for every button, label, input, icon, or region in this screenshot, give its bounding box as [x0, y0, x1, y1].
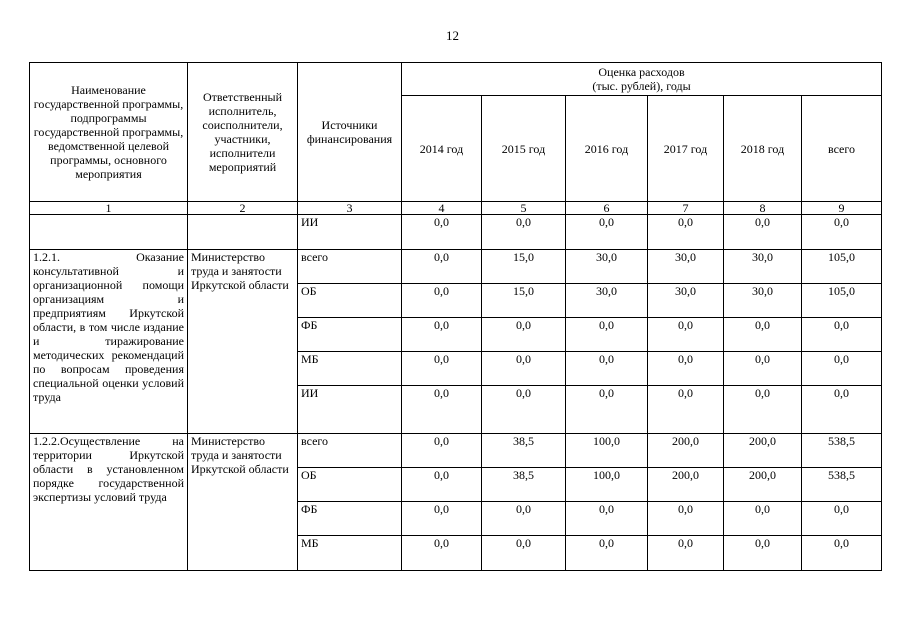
value-cell: 0,0 — [402, 352, 482, 386]
value-cell: 0,0 — [724, 502, 802, 536]
value-cell: 30,0 — [724, 250, 802, 284]
header-year-2017: 2017 год — [648, 96, 724, 202]
value-cell: 200,0 — [648, 468, 724, 502]
cost-estimate-line1: Оценка расходов — [598, 65, 685, 79]
value-cell: 0,0 — [648, 215, 724, 250]
source-cell: МБ — [298, 352, 402, 386]
value-cell: 0,0 — [648, 318, 724, 352]
value-cell: 0,0 — [648, 352, 724, 386]
value-cell: 0,0 — [402, 536, 482, 571]
value-cell: 200,0 — [724, 434, 802, 468]
value-cell: 0,0 — [566, 502, 648, 536]
value-cell: 0,0 — [482, 502, 566, 536]
value-cell: 0,0 — [402, 434, 482, 468]
table-row — [30, 250, 882, 284]
column-number: 6 — [566, 202, 648, 215]
value-cell: 0,0 — [482, 386, 566, 434]
value-cell: 0,0 — [566, 215, 648, 250]
value-cell: 0,0 — [402, 468, 482, 502]
value-cell: 0,0 — [402, 502, 482, 536]
column-number: 5 — [482, 202, 566, 215]
value-cell: 0,0 — [402, 318, 482, 352]
column-number: 7 — [648, 202, 724, 215]
value-cell: 105,0 — [802, 250, 882, 284]
value-cell: 0,0 — [724, 318, 802, 352]
value-cell: 0,0 — [482, 215, 566, 250]
empty-cell — [30, 215, 188, 250]
value-cell: 200,0 — [724, 468, 802, 502]
value-cell: 105,0 — [802, 284, 882, 318]
source-cell: ИИ — [298, 215, 402, 250]
empty-cell — [188, 215, 298, 250]
value-cell: 30,0 — [648, 250, 724, 284]
source-cell: всего — [298, 434, 402, 468]
value-cell: 0,0 — [724, 386, 802, 434]
value-cell: 15,0 — [482, 250, 566, 284]
measure-name: 1.2.1. Оказание консультативной и организационной помощи организациям и предприятиям Иркутской области, в том числе издание и тиражирование методических рекомендаций по вопросам проведения специальной оценки условий труда — [30, 250, 188, 434]
responsible-executor: Министерство труда и занятости Иркутской области — [188, 250, 298, 434]
value-cell: 538,5 — [802, 468, 882, 502]
column-number: 1 — [30, 202, 188, 215]
column-number: 9 — [802, 202, 882, 215]
value-cell: 0,0 — [566, 536, 648, 571]
header-cost-estimate — [402, 63, 882, 96]
responsible-executor: Министерство труда и занятости Иркутской области — [188, 434, 298, 571]
value-cell: 0,0 — [482, 536, 566, 571]
header-year-2014: 2014 год — [402, 96, 482, 202]
header-name: Наименование государственной программы, подпрограммы государственной программы, ведомственной целевой программы, основного мероприятия — [30, 63, 188, 202]
source-cell: МБ — [298, 536, 402, 571]
value-cell: 0,0 — [566, 352, 648, 386]
value-cell: 0,0 — [802, 215, 882, 250]
column-number: 2 — [188, 202, 298, 215]
value-cell: 0,0 — [802, 536, 882, 571]
value-cell: 0,0 — [566, 386, 648, 434]
value-cell: 100,0 — [566, 434, 648, 468]
column-number: 4 — [402, 202, 482, 215]
header-total: всего — [802, 96, 882, 202]
value-cell: 0,0 — [482, 352, 566, 386]
measure-name: 1.2.2.Осуществление на территории Иркутской области в установленном порядке государственной экспертизы условий труда — [30, 434, 188, 571]
value-cell: 0,0 — [648, 536, 724, 571]
value-cell: 0,0 — [482, 318, 566, 352]
header-year-2015: 2015 год — [482, 96, 566, 202]
value-cell: 0,0 — [648, 502, 724, 536]
value-cell: 15,0 — [482, 284, 566, 318]
value-cell: 30,0 — [566, 250, 648, 284]
value-cell: 38,5 — [482, 434, 566, 468]
value-cell: 30,0 — [566, 284, 648, 318]
value-cell: 0,0 — [802, 352, 882, 386]
value-cell: 0,0 — [724, 352, 802, 386]
value-cell: 0,0 — [402, 386, 482, 434]
source-cell: ОБ — [298, 284, 402, 318]
value-cell: 0,0 — [648, 386, 724, 434]
header-year-2018: 2018 год — [724, 96, 802, 202]
value-cell: 0,0 — [402, 250, 482, 284]
value-cell: 0,0 — [802, 502, 882, 536]
budget-table — [29, 62, 882, 571]
value-cell: 0,0 — [724, 536, 802, 571]
value-cell: 100,0 — [566, 468, 648, 502]
source-cell: ФБ — [298, 502, 402, 536]
value-cell: 0,0 — [566, 318, 648, 352]
page-number: 12 — [446, 28, 459, 43]
header-year-2016: 2016 год — [566, 96, 648, 202]
value-cell: 538,5 — [802, 434, 882, 468]
value-cell: 0,0 — [802, 318, 882, 352]
value-cell: 0,0 — [802, 386, 882, 434]
source-cell: ОБ — [298, 468, 402, 502]
source-cell: ИИ — [298, 386, 402, 434]
value-cell: 0,0 — [402, 284, 482, 318]
column-number: 8 — [724, 202, 802, 215]
value-cell: 38,5 — [482, 468, 566, 502]
source-cell: всего — [298, 250, 402, 284]
header-sources: Источники финансирования — [298, 63, 402, 202]
value-cell: 200,0 — [648, 434, 724, 468]
source-cell: ФБ — [298, 318, 402, 352]
value-cell: 30,0 — [724, 284, 802, 318]
value-cell: 0,0 — [402, 215, 482, 250]
cost-estimate-line2: (тыс. рублей), годы — [592, 79, 691, 93]
column-number: 3 — [298, 202, 402, 215]
value-cell: 30,0 — [648, 284, 724, 318]
table-row — [30, 215, 882, 250]
header-responsible: Ответственный исполнитель, соисполнители, участники, исполнители мероприятий — [188, 63, 298, 202]
table-row — [30, 434, 882, 468]
value-cell: 0,0 — [724, 215, 802, 250]
